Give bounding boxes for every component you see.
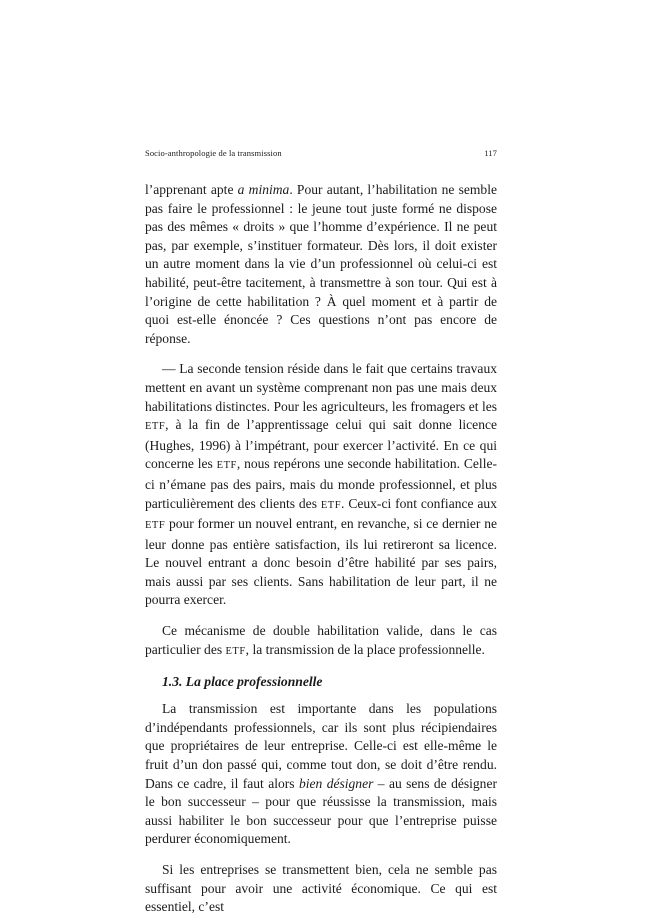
italic-term: bien désigner — [298, 775, 374, 791]
acronym: ETF — [216, 460, 237, 472]
paragraph: — La seconde tension réside dans le fait que certains travaux mettent en avant un système comprenant non pas une mais deux habilitations distinctes. Pour les agriculteurs, les fromagers et les ETF, à la fin de l’apprentissage celui qui sait donne licence (Hughes, 1996) à l’impétrant, pour exercer l’activité. En ce qui concerne les ETF, nous repérons une seconde habilitation. Celle-ci n’émane pas des pairs, mais du monde professionnel, et plus particulièrement des clients des ETF. Ceux-ci font confiance aux ETF pour former un nouvel entrant, en revanche, si ce dernier ne leur donne pas entière satisfaction, ils lui retireront sa licence. Le nouvel entrant a donc besoin d’être habilité par ses pairs, mais aussi par ses clients. Sans habilitation de leur part, il ne pourra exercer. — [145, 361, 497, 608]
running-head — [145, 148, 497, 162]
page-number: 117 — [484, 148, 497, 158]
italic-term: a minima — [237, 182, 290, 197]
book-page — [145, 148, 497, 917]
paragraph: Si les entreprises se transmettent bien, cela ne semble pas suffisant pour avoir une activité économique. Ce qui est essentiel, c’est — [145, 862, 497, 915]
acronym: ETF — [145, 520, 166, 532]
running-head-title: Socio-anthropologie de la transmission — [145, 148, 282, 158]
paragraph: Ce mécanisme de double habilitation valide, dans le cas particulier des ETF, la transmission de la place professionnelle. — [145, 623, 497, 657]
acronym: ETF — [320, 499, 342, 511]
body-text — [145, 181, 497, 917]
section-heading: 1.3. La place professionnelle — [162, 674, 323, 690]
acronym: ETF — [145, 421, 166, 433]
paragraph: La transmission est importante dans les populations d’indépendants professionnels, car ils sont plus récipiendaires que propriétaires de leur entreprise. Celle-ci est elle-même le fruit d’un don passé qui, comme tout don, se doit d’être rendu. Dans ce cadre, il faut alors bien désigner – au sens de désigner le bon successeur – pour que réussisse la transmission, mais aussi habiliter le bon successeur pour que l’entreprise puisse perdurer économiquement. — [145, 701, 497, 847]
acronym: ETF — [225, 645, 246, 657]
paragraph: l’apprenant apte a minima. Pour autant, l’habilitation ne semble pas faire le professionnel : le jeune tout juste formé ne dispose pas des mêmes « droits » que l’homme d’expérience. Il ne peut pas, par exemple, s’instituer formateur. Dès lors, il doit exister un autre moment dans la vie d’un professionnel où celui-ci est habilité, peut-être tacitement, à transmettre à son tour. Qui est à l’origine de cette habilitation ? À quel moment et à partir de quoi est-elle énoncée ? Ces questions n’ont pas encore de réponse. — [145, 182, 497, 346]
